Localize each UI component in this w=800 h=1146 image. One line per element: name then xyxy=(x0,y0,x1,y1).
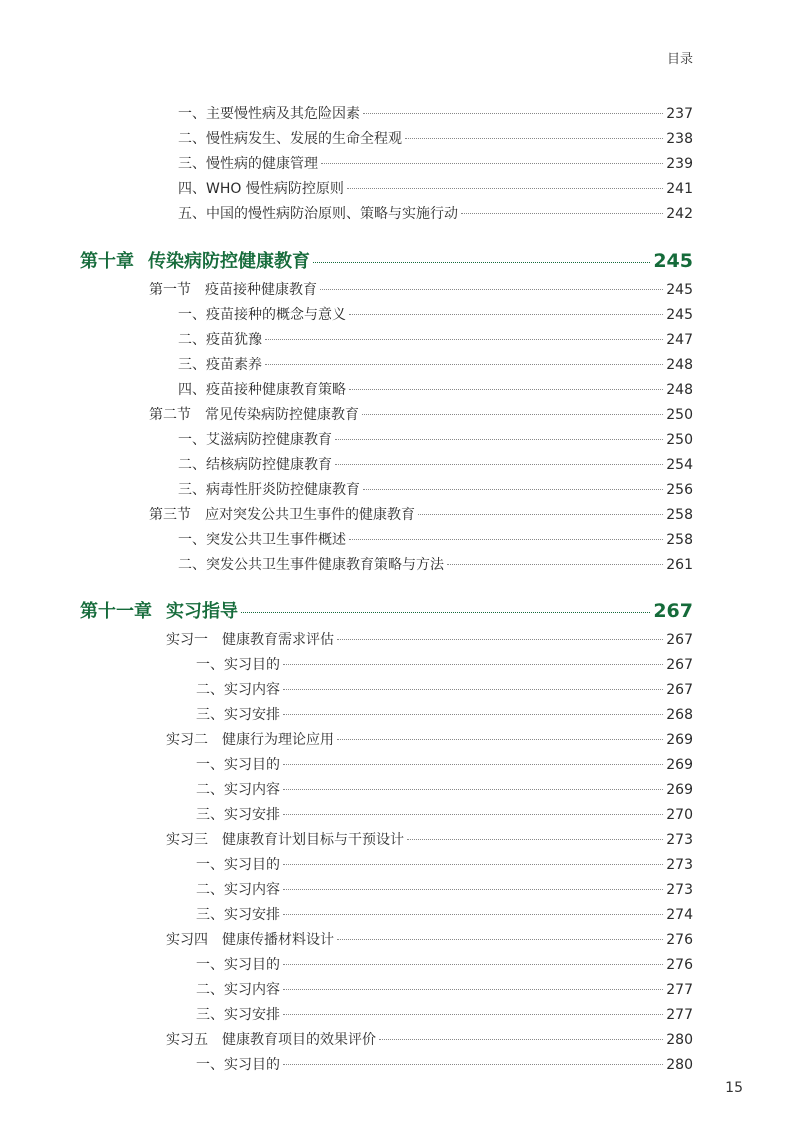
toc-item-row[interactable] xyxy=(196,1004,693,1026)
toc-entry-title: 三、慢性病的健康管理 xyxy=(178,156,318,172)
toc-page-number: 276 xyxy=(666,932,693,948)
toc-entry-label xyxy=(196,779,280,801)
toc-entry-title: 一、艾滋病防控健康教育 xyxy=(178,432,332,448)
dot-leader xyxy=(379,1039,663,1040)
toc-page-number: 248 xyxy=(666,357,693,373)
dot-leader xyxy=(283,889,663,890)
toc-entry-label xyxy=(178,103,360,125)
toc-page-number: 277 xyxy=(666,1007,693,1023)
toc-entry-title: 一、实习目的 xyxy=(196,1057,280,1073)
toc-entry-label xyxy=(178,128,402,150)
toc-item-row[interactable] xyxy=(196,704,693,726)
toc-entry-number: 第十章 xyxy=(80,251,134,272)
dot-leader xyxy=(265,364,663,365)
toc-page-number: 273 xyxy=(666,882,693,898)
toc-entry-label xyxy=(178,479,360,501)
toc-page-number: 250 xyxy=(666,432,693,448)
toc-entry-label xyxy=(178,554,444,576)
toc-entry-label xyxy=(178,379,346,401)
toc-entry-title: 一、主要慢性病及其危险因素 xyxy=(178,106,360,122)
toc-entry-label xyxy=(178,203,458,225)
toc-entry-title: 健康教育项目的效果评价 xyxy=(222,1032,376,1048)
toc-item-row[interactable] xyxy=(196,954,693,976)
toc-entry-title: 二、实习内容 xyxy=(196,782,280,798)
toc-entry-label xyxy=(166,929,334,951)
toc-entry-label xyxy=(196,904,280,926)
toc-item-row[interactable] xyxy=(178,479,693,501)
toc-entry-title: 三、实习安排 xyxy=(196,707,280,723)
toc-page-number: 267 xyxy=(666,632,693,648)
dot-leader xyxy=(335,464,663,465)
toc-entry-label xyxy=(178,429,332,451)
toc-chapter-row[interactable] xyxy=(80,247,693,275)
toc-entry-label xyxy=(178,454,332,476)
toc-entry-label xyxy=(196,979,280,1001)
toc-item-row[interactable] xyxy=(196,1054,693,1076)
toc-item-row[interactable] xyxy=(196,879,693,901)
toc-page-number: 261 xyxy=(666,557,693,573)
toc-item-row[interactable] xyxy=(178,178,693,200)
toc-page-number: 268 xyxy=(666,707,693,723)
toc-page-number: 241 xyxy=(666,181,693,197)
toc-entry-title: 五、中国的慢性病防治原则、策略与实施行动 xyxy=(178,206,458,222)
toc-entry-label xyxy=(178,329,262,351)
toc-entry-title: 传染病防控健康教育 xyxy=(148,251,310,272)
toc-entry-label xyxy=(80,248,310,276)
toc-entry-title: 健康行为理论应用 xyxy=(222,732,334,748)
toc-page-number: 250 xyxy=(666,407,693,423)
dot-leader xyxy=(347,188,663,189)
toc-entry-title: 三、实习安排 xyxy=(196,807,280,823)
toc-item-row[interactable] xyxy=(196,679,693,701)
toc-entry-label xyxy=(166,729,334,751)
toc-item-row[interactable] xyxy=(196,854,693,876)
dot-leader xyxy=(349,314,663,315)
toc-entry-number: 实习一 xyxy=(166,632,208,648)
dot-leader xyxy=(283,914,663,915)
toc-entry-label xyxy=(196,754,280,776)
toc-entry-label xyxy=(178,529,346,551)
toc-item-row[interactable] xyxy=(178,529,693,551)
toc-chapter-row[interactable] xyxy=(80,597,693,625)
toc-entry-label xyxy=(196,854,280,876)
toc-item-row[interactable] xyxy=(196,654,693,676)
toc-item-row[interactable] xyxy=(178,429,693,451)
toc-entry-title: 健康传播材料设计 xyxy=(222,932,334,948)
toc-page-number: 237 xyxy=(666,106,693,122)
toc-entry-title: 一、实习目的 xyxy=(196,757,280,773)
toc-entry-title: 疫苗接种健康教育 xyxy=(205,282,317,298)
dot-leader xyxy=(349,389,663,390)
dot-leader xyxy=(283,814,663,815)
dot-leader xyxy=(447,564,663,565)
toc-entry-label xyxy=(149,404,359,426)
toc-entry-label xyxy=(166,629,334,651)
toc-item-row[interactable] xyxy=(196,754,693,776)
dot-leader xyxy=(283,764,663,765)
dot-leader xyxy=(283,964,663,965)
toc-entry-title: 二、疫苗犹豫 xyxy=(178,332,262,348)
toc-page-number: 256 xyxy=(666,482,693,498)
toc-page-number: 245 xyxy=(666,307,693,323)
toc-entry-title: 二、突发公共卫生事件健康教育策略与方法 xyxy=(178,557,444,573)
toc-item-row[interactable] xyxy=(178,128,693,150)
toc-page-number: 273 xyxy=(666,832,693,848)
toc-page-number: 238 xyxy=(666,131,693,147)
toc-entry-title: 应对突发公共卫生事件的健康教育 xyxy=(205,507,415,523)
toc-entry-title: 实习指导 xyxy=(166,601,238,622)
dot-leader xyxy=(461,213,663,214)
toc-entry-title: 一、突发公共卫生事件概述 xyxy=(178,532,346,548)
toc-page-number: 276 xyxy=(666,957,693,973)
toc-entry-label xyxy=(196,704,280,726)
toc-entry-number: 第二节 xyxy=(149,407,191,423)
toc-entry-label xyxy=(196,879,280,901)
toc-entry-label xyxy=(196,654,280,676)
toc-item-row[interactable] xyxy=(196,904,693,926)
toc-practice-row[interactable] xyxy=(166,929,693,951)
toc-page-number: 269 xyxy=(666,732,693,748)
toc-item-row[interactable] xyxy=(178,554,693,576)
toc-entry-number: 第一节 xyxy=(149,282,191,298)
toc-entry-title: 一、实习目的 xyxy=(196,957,280,973)
toc-page-number: 239 xyxy=(666,156,693,172)
toc-page-number: 247 xyxy=(666,332,693,348)
toc-page-number: 273 xyxy=(666,857,693,873)
toc-item-row[interactable] xyxy=(178,203,693,225)
dot-leader xyxy=(418,514,663,515)
toc-practice-row[interactable] xyxy=(166,1029,693,1051)
toc-entry-title: 三、实习安排 xyxy=(196,907,280,923)
dot-leader xyxy=(283,864,663,865)
toc-entry-title: 三、病毒性肝炎防控健康教育 xyxy=(178,482,360,498)
toc-entry-title: 四、疫苗接种健康教育策略 xyxy=(178,382,346,398)
dot-leader xyxy=(363,489,663,490)
dot-leader xyxy=(363,113,663,114)
dot-leader xyxy=(337,639,663,640)
toc-item-row[interactable] xyxy=(178,103,693,125)
dot-leader xyxy=(265,339,663,340)
toc-item-row[interactable] xyxy=(178,329,693,351)
toc-entry-title: 二、实习内容 xyxy=(196,882,280,898)
toc-entry-title: 常见传染病防控健康教育 xyxy=(205,407,359,423)
toc-page-number: 258 xyxy=(666,507,693,523)
toc-entry-number: 实习四 xyxy=(166,932,208,948)
toc-entry-label xyxy=(178,304,346,326)
dot-leader xyxy=(337,739,663,740)
toc-item-row[interactable] xyxy=(178,354,693,376)
dot-leader xyxy=(283,789,663,790)
dot-leader xyxy=(283,989,663,990)
dot-leader xyxy=(349,539,663,540)
toc-entry-label xyxy=(196,954,280,976)
toc-entry-label xyxy=(149,504,415,526)
toc-entry-number: 第十一章 xyxy=(80,601,152,622)
dot-leader xyxy=(283,1014,663,1015)
dot-leader xyxy=(335,439,663,440)
toc-section-row[interactable] xyxy=(149,504,693,526)
dot-leader xyxy=(313,262,650,263)
toc-entry-label xyxy=(166,1029,376,1051)
dot-leader xyxy=(241,612,650,613)
dot-leader xyxy=(320,289,663,290)
toc-page-number: 258 xyxy=(666,532,693,548)
toc-item-row[interactable] xyxy=(196,779,693,801)
dot-leader xyxy=(283,714,663,715)
dot-leader xyxy=(337,939,663,940)
toc-item-row[interactable] xyxy=(178,153,693,175)
toc-page-number: 280 xyxy=(666,1032,693,1048)
toc-entry-title: 一、实习目的 xyxy=(196,657,280,673)
toc-practice-row[interactable] xyxy=(166,829,693,851)
dot-leader xyxy=(321,163,663,164)
toc-entry-title: 一、疫苗接种的概念与意义 xyxy=(178,307,346,323)
toc-section-row[interactable] xyxy=(149,404,693,426)
toc-item-row[interactable] xyxy=(196,979,693,1001)
toc-entry-label xyxy=(178,153,318,175)
toc-entry-title: 健康教育计划目标与干预设计 xyxy=(222,832,404,848)
toc-entry-number: 实习三 xyxy=(166,832,208,848)
toc-page-number: 267 xyxy=(666,682,693,698)
dot-leader xyxy=(407,839,663,840)
dot-leader xyxy=(362,414,663,415)
dot-leader xyxy=(283,1064,663,1065)
toc-entry-label xyxy=(196,1004,280,1026)
toc-entry-label xyxy=(80,598,238,626)
toc-practice-row[interactable] xyxy=(166,629,693,651)
toc-entry-label xyxy=(166,829,404,851)
toc-page-number: 269 xyxy=(666,782,693,798)
toc-page-number: 280 xyxy=(666,1057,693,1073)
toc-entry-title: 二、实习内容 xyxy=(196,982,280,998)
page-number: 15 xyxy=(725,1080,743,1096)
toc-entry-label xyxy=(149,279,317,301)
toc-item-row[interactable] xyxy=(178,304,693,326)
toc-entry-label xyxy=(178,178,344,200)
toc-entry-title: 二、慢性病发生、发展的生命全程观 xyxy=(178,131,402,147)
toc-page-number: 254 xyxy=(666,457,693,473)
toc-entry-label xyxy=(196,679,280,701)
toc-entry-number: 第三节 xyxy=(149,507,191,523)
toc-item-row[interactable] xyxy=(178,379,693,401)
toc-entry-title: 一、实习目的 xyxy=(196,857,280,873)
toc-entry-title: 三、疫苗素养 xyxy=(178,357,262,373)
toc-page-number: 270 xyxy=(666,807,693,823)
toc-page-number: 248 xyxy=(666,382,693,398)
toc-entry-label xyxy=(178,354,262,376)
toc-section-row[interactable] xyxy=(149,279,693,301)
toc-entry-number: 实习五 xyxy=(166,1032,208,1048)
dot-leader xyxy=(283,689,663,690)
toc-entry-title: 三、实习安排 xyxy=(196,1007,280,1023)
toc-item-row[interactable] xyxy=(178,454,693,476)
dot-leader xyxy=(405,138,663,139)
toc-page-number: 267 xyxy=(653,600,693,622)
toc-page-number: 245 xyxy=(666,282,693,298)
toc-page-number: 245 xyxy=(653,250,693,272)
toc-page-number: 274 xyxy=(666,907,693,923)
running-header: 目录 xyxy=(666,52,693,67)
toc-page-number: 277 xyxy=(666,982,693,998)
toc-entry-title: 健康教育需求评估 xyxy=(222,632,334,648)
toc-entry-title: 四、WHO 慢性病防控原则 xyxy=(178,181,344,197)
toc-item-row[interactable] xyxy=(196,804,693,826)
dot-leader xyxy=(283,664,663,665)
toc-page-number: 267 xyxy=(666,657,693,673)
toc-entry-label xyxy=(196,1054,280,1076)
toc-entry-title: 二、实习内容 xyxy=(196,682,280,698)
toc-entry-label xyxy=(196,804,280,826)
toc-page-number: 242 xyxy=(666,206,693,222)
toc-practice-row[interactable] xyxy=(166,729,693,751)
toc-entry-number: 实习二 xyxy=(166,732,208,748)
toc-page-number: 269 xyxy=(666,757,693,773)
toc-entry-title: 二、结核病防控健康教育 xyxy=(178,457,332,473)
